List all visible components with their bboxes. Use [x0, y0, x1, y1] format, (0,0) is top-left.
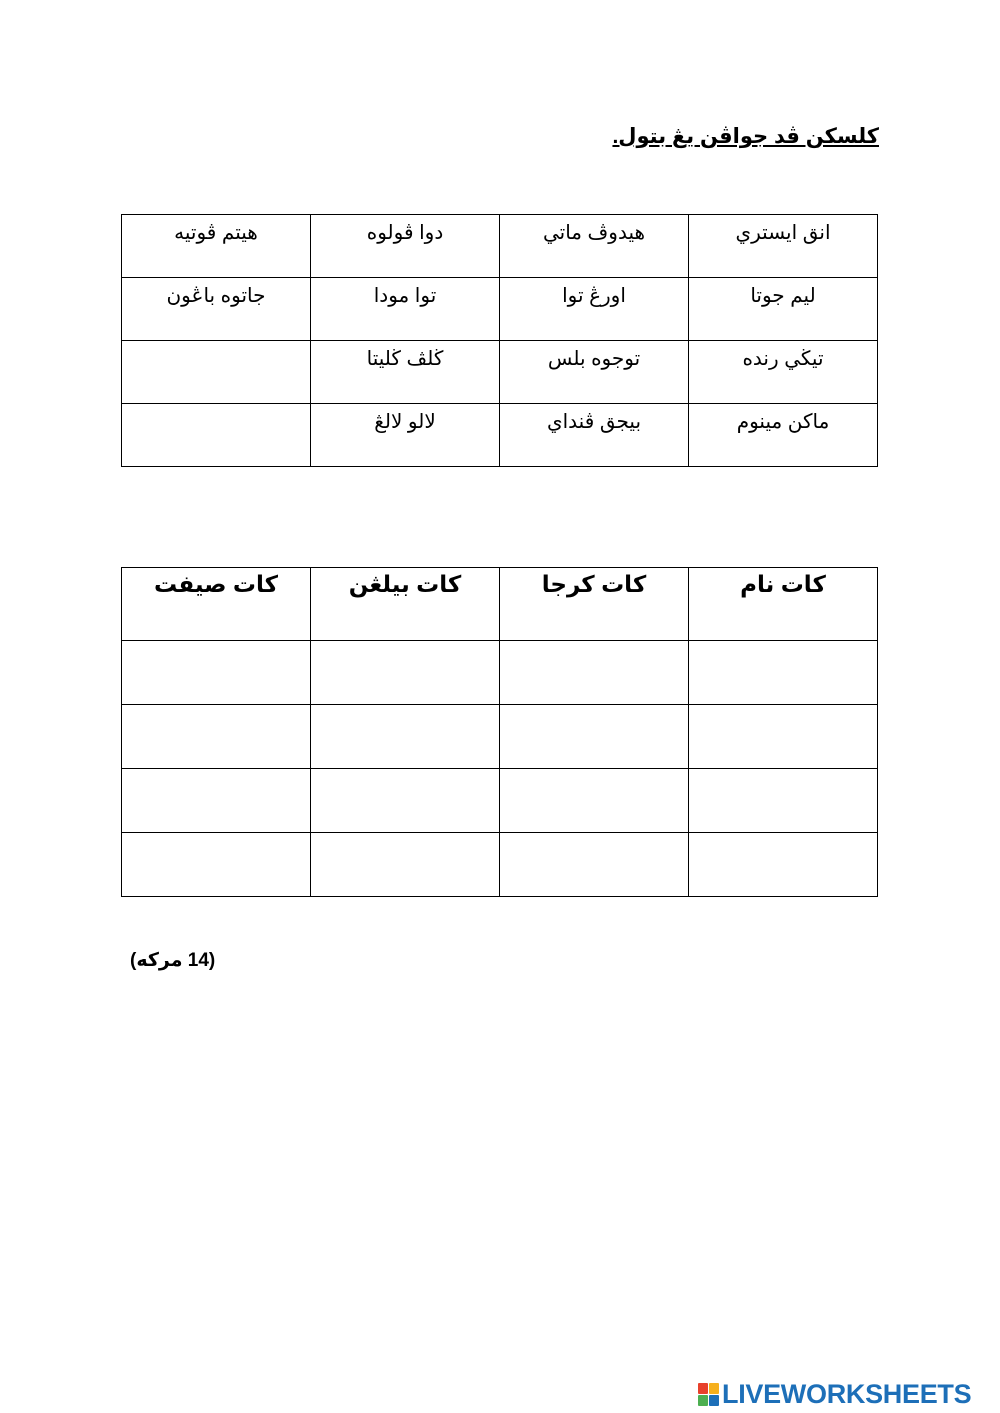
answer-cell[interactable] — [311, 705, 500, 769]
answer-cell[interactable] — [500, 705, 689, 769]
word-pair-cell: اورڠ توا — [500, 278, 689, 341]
classification-answer-row — [122, 705, 878, 769]
answer-cell[interactable] — [122, 705, 311, 769]
classification-answer-row — [122, 769, 878, 833]
word-pairs-table — [121, 214, 878, 467]
classification-answer-row — [122, 641, 878, 705]
answer-cell[interactable] — [689, 705, 878, 769]
answer-cell[interactable] — [500, 641, 689, 705]
word-pair-cell: توجوه بلس — [500, 341, 689, 404]
word-pair-cell: جاتوه باڠون — [122, 278, 311, 341]
word-pair-cell: توا مودا — [311, 278, 500, 341]
classification-answer-row — [122, 833, 878, 897]
answer-cell[interactable] — [689, 833, 878, 897]
word-pair-cell: لالو لالڠ — [311, 404, 500, 467]
word-pair-cell: ڬلڤ ڬليتا — [311, 341, 500, 404]
word-pair-cell: تيڬي رنده — [689, 341, 878, 404]
liveworksheets-logo-text: LIVEWORKSHEETS — [722, 1379, 972, 1409]
answer-cell[interactable] — [500, 833, 689, 897]
marks-label: (14 مركه) — [130, 950, 216, 971]
liveworksheets-logo — [698, 1381, 971, 1407]
worksheet-title: كلسكن ڤد جواڤن يڠ بتول. — [612, 125, 879, 148]
word-pair-cell: دوا ڤولوه — [311, 215, 500, 278]
word-pairs-row — [122, 278, 878, 341]
word-pairs-row — [122, 404, 878, 467]
word-pairs-row — [122, 215, 878, 278]
classification-header-cell: كات كرجا — [500, 568, 689, 641]
word-pairs-row — [122, 341, 878, 404]
answer-cell[interactable] — [122, 641, 311, 705]
word-pair-cell: انق ايستري — [689, 215, 878, 278]
classification-header-cell: كات صيفت — [122, 568, 311, 641]
word-pair-cell: هيدوڤ ماتي — [500, 215, 689, 278]
classification-header-cell: كات بيلڠن — [311, 568, 500, 641]
word-pair-cell: بيجق ڤنداي — [500, 404, 689, 467]
answer-cell[interactable] — [122, 769, 311, 833]
classification-header-row — [122, 568, 878, 641]
answer-cell[interactable] — [311, 833, 500, 897]
classification-header-cell: كات نام — [689, 568, 878, 641]
word-pair-cell: ليم جوتا — [689, 278, 878, 341]
liveworksheets-logo-icon — [698, 1383, 719, 1406]
word-pair-cell — [122, 404, 311, 467]
answer-cell[interactable] — [689, 641, 878, 705]
word-pair-cell: ماكن مينوم — [689, 404, 878, 467]
classification-table — [121, 567, 878, 897]
answer-cell[interactable] — [311, 769, 500, 833]
answer-cell[interactable] — [122, 833, 311, 897]
word-pair-cell: هيتم ڤوتيه — [122, 215, 311, 278]
answer-cell[interactable] — [500, 769, 689, 833]
answer-cell[interactable] — [311, 641, 500, 705]
word-pair-cell — [122, 341, 311, 404]
answer-cell[interactable] — [689, 769, 878, 833]
